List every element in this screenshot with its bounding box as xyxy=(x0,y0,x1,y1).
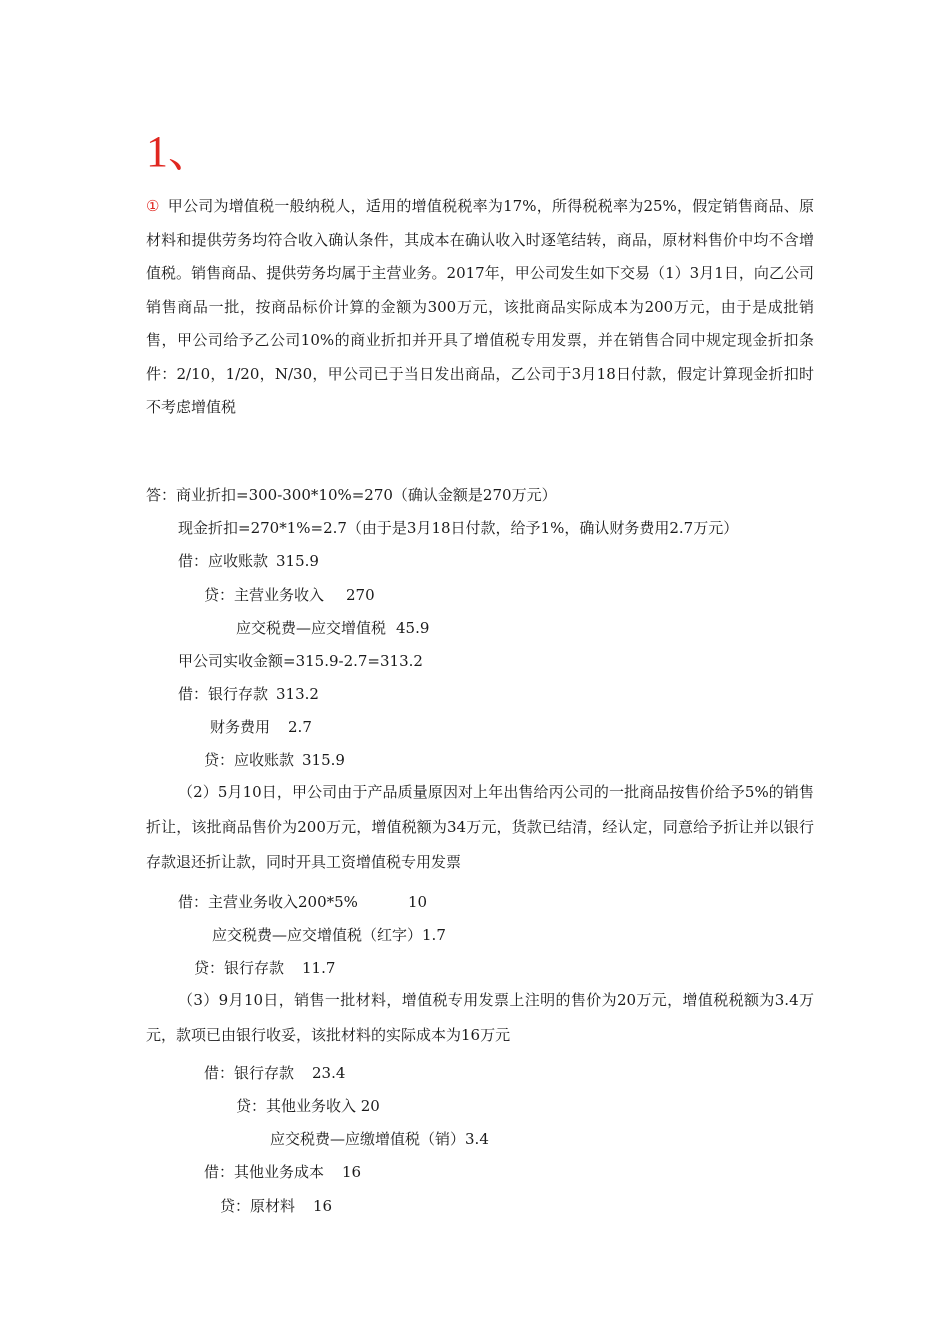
entry-credit-main-revenue xyxy=(204,585,375,605)
entry-label: 贷：主营业务收入 xyxy=(204,586,325,604)
question-3-text: （3）9月10日，销售一批材料，增值税专用发票上注明的售价为20万元，增值税税额为3.4万元，款项已由银行收妥，该批材料的实际成本为16万元 xyxy=(146,991,814,1044)
circled-number-marker: ① xyxy=(146,197,160,215)
entry-debit-other-cost xyxy=(204,1162,361,1182)
entry-credit-vat-sales: 应交税费—应缴增值税（销）3.4 xyxy=(270,1130,489,1148)
entry-debit-finance-cost xyxy=(210,717,312,737)
entry-amount: 16 xyxy=(342,1163,362,1181)
entry-debit-main-revenue xyxy=(178,892,427,912)
answer-commercial-discount: 答：商业折扣=300-300*10%=270（确认金额是270万元） xyxy=(146,486,557,504)
entry-debit-bank xyxy=(178,684,319,704)
entry-label: 借：主营业务收入200*5% xyxy=(178,893,358,911)
entry-amount: 16 xyxy=(313,1197,333,1215)
entry-debit-bank-2 xyxy=(204,1063,345,1083)
question-2-text: （2）5月10日，甲公司由于产品质量原因对上年出售给丙公司的一批商品按售价给予5%的销售折让，该批商品售价为200万元，增值税额为34万元，货款已结清，经认定，同意给予折让并以银行存款退还折让款，同时开具工资增值税专用发票 xyxy=(146,783,814,871)
entry-credit-bank xyxy=(194,958,335,978)
entry-amount: 10 xyxy=(407,893,428,911)
entry-label: 借：银行存款 xyxy=(204,1064,295,1082)
entry-amount: 23.4 xyxy=(312,1064,346,1082)
entry-amount: 315.9 xyxy=(276,552,319,570)
entry-amount: 2.7 xyxy=(288,718,312,736)
entry-amount: 270 xyxy=(346,586,375,604)
entry-debit-receivable xyxy=(178,551,319,571)
entry-credit-raw-material xyxy=(220,1196,332,1216)
entry-label: 应交税费—应交增值税 xyxy=(236,619,387,637)
entry-amount: 315.9 xyxy=(302,751,345,769)
entry-label: 财务费用 xyxy=(210,718,271,736)
entry-credit-receivable xyxy=(204,750,345,770)
entry-label: 贷：原材料 xyxy=(220,1197,296,1215)
entry-label: 借：其他业务成本 xyxy=(204,1163,325,1181)
entry-amount: 313.2 xyxy=(276,685,319,703)
entry-label: 贷：应收账款 xyxy=(204,751,295,769)
entry-label: 贷：银行存款 xyxy=(194,959,285,977)
section-heading: 1、 xyxy=(146,127,212,176)
answer-actual-received: 甲公司实收金额=315.9-2.7=313.2 xyxy=(178,652,423,670)
entry-amount: 45.9 xyxy=(396,619,430,637)
question-1-text xyxy=(146,190,814,425)
entry-vat-red: 应交税费—应交增值税（红字）1.7 xyxy=(212,926,446,944)
entry-credit-other-revenue: 贷：其他业务收入 20 xyxy=(236,1097,380,1115)
answer-cash-discount: 现金折扣=270*1%=2.7（由于是3月18日付款，给予1%，确认财务费用2.7万元） xyxy=(178,519,739,537)
entry-amount: 11.7 xyxy=(302,959,336,977)
entry-label: 借：应收账款 xyxy=(178,552,269,570)
entry-label: 借：银行存款 xyxy=(178,685,269,703)
question-1-body: 甲公司为增值税一般纳税人，适用的增值税税率为17%，所得税税率为25%，假定销售商品、原材料和提供劳务均符合收入确认条件，其成本在确认收入时逐笔结转，商品，原材料售价中均不含增值税。销售商品、提供劳务均属于主营业务。2017年，甲公司发生如下交易（1）3月1日，向乙公司销售商品一批，按商品标价计算的金额为300万元，该批商品实际成本为200万元，由于是成批销售，甲公司给予乙公司10%的商业折扣并开具了增值税专用发票，并在销售合同中规定现金折扣条件：2/10，1/20，N/30，甲公司已于当日发出商品，乙公司于3月18日付款，假定计算现金折扣时不考虑增值税 xyxy=(146,197,814,416)
entry-credit-vat xyxy=(236,618,429,638)
